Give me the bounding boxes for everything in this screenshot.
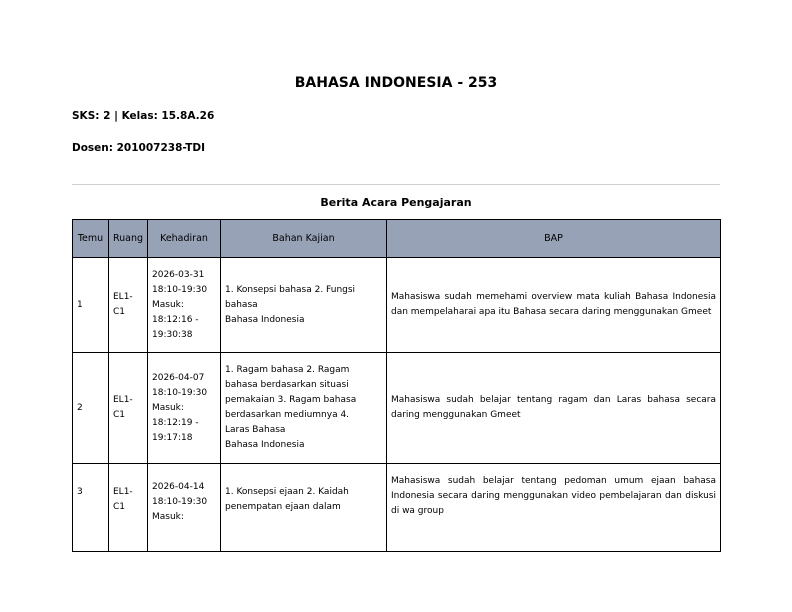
ruang-line: C1 <box>113 410 126 420</box>
bahan-line: bahasa <box>225 299 258 310</box>
table-header-row <box>73 220 721 258</box>
kehadiran-line: 19:17:18 <box>152 432 193 443</box>
table-row <box>73 258 721 353</box>
column-header-kehadiran: Kehadiran <box>148 220 221 258</box>
bahan-line: 1. Konsepsi ejaan 2. Kaidah <box>225 487 349 497</box>
bahan-line: Laras Bahasa <box>225 425 286 435</box>
kehadiran-line: 18:10-19:30 <box>152 497 208 507</box>
page-title: BAHASA INDONESIA - 253 <box>294 75 498 91</box>
bahan-line: 1. Konsepsi bahasa 2. Fungsi <box>225 284 356 295</box>
column-header-bap: BAP <box>387 220 721 258</box>
bahan-line: Bahasa Indonesia <box>225 314 305 325</box>
bahan-line: berdasarkan mediumnya 4. <box>225 410 350 420</box>
cell-kehadiran <box>148 353 221 464</box>
column-header-temu: Temu <box>73 220 109 258</box>
kehadiran-line: Masuk: <box>152 512 184 522</box>
cell-temu: 3 <box>73 464 109 552</box>
ruang-line: EL1- <box>113 292 133 302</box>
bahan-line: penempatan ejaan dalam <box>225 502 341 512</box>
cell-bap: Mahasiswa sudah belajar tentang ragam dan Laras bahasa secara daring menggunakan Gmeet <box>387 353 721 464</box>
cell-bap: Mahasiswa sudah belajar tentang pedoman umum ejaan bahasa Indonesia secara daring menggunakan video pembelajaran dan diskusi di wa group <box>387 464 721 552</box>
kehadiran-line: 18:10-19:30 <box>152 387 208 398</box>
kehadiran-line: Masuk: <box>152 299 184 310</box>
cell-bap: Mahasiswa sudah memehami overview mata kuliah Bahasa Indonesia dan mempelaharai apa itu Bahasa secara daring menggunakan Gmeet <box>387 258 721 353</box>
ruang-line: C1 <box>113 502 126 512</box>
bahan-line: pemakaian 3. Ragam bahasa <box>225 395 357 405</box>
cell-bahan-kajian <box>221 258 387 353</box>
table-row <box>73 464 721 552</box>
table-row <box>73 353 721 464</box>
column-header-bahan-kajian: Bahan Kajian <box>221 220 387 258</box>
sks-kelas-info: SKS: 2 | Kelas: 15.8A.26 <box>72 110 215 122</box>
dosen-info: Dosen: 201007238-TDI <box>72 142 205 154</box>
column-header-ruang: Ruang <box>109 220 148 258</box>
ruang-line: C1 <box>113 307 126 317</box>
cell-temu: 1 <box>73 258 109 353</box>
cell-ruang <box>109 258 148 353</box>
ruang-line: EL1- <box>113 487 133 497</box>
kehadiran-line: Masuk: <box>152 402 184 413</box>
bap-table <box>72 219 721 552</box>
ruang-line: EL1- <box>113 395 133 405</box>
divider <box>72 184 720 185</box>
cell-ruang <box>109 353 148 464</box>
kehadiran-line: 2026-04-07 <box>152 372 205 383</box>
cell-ruang <box>109 464 148 552</box>
kehadiran-line: 2026-04-14 <box>152 482 205 492</box>
kehadiran-line: 2026-03-31 <box>152 269 205 280</box>
cell-temu: 2 <box>73 353 109 464</box>
kehadiran-line: 18:12:16 - <box>152 314 199 325</box>
bahan-line: bahasa berdasarkan situasi <box>225 380 349 390</box>
cell-kehadiran <box>148 464 221 552</box>
cell-bahan-kajian <box>221 464 387 552</box>
bahan-line: 1. Ragam bahasa 2. Ragam <box>225 365 350 375</box>
kehadiran-line: 18:12:19 - <box>152 417 199 428</box>
bahan-line: Bahasa Indonesia <box>225 440 305 450</box>
cell-kehadiran <box>148 258 221 353</box>
section-title: Berita Acara Pengajaran <box>320 196 472 209</box>
kehadiran-line: 19:30:38 <box>152 329 193 340</box>
cell-bahan-kajian <box>221 353 387 464</box>
kehadiran-line: 18:10-19:30 <box>152 284 208 295</box>
